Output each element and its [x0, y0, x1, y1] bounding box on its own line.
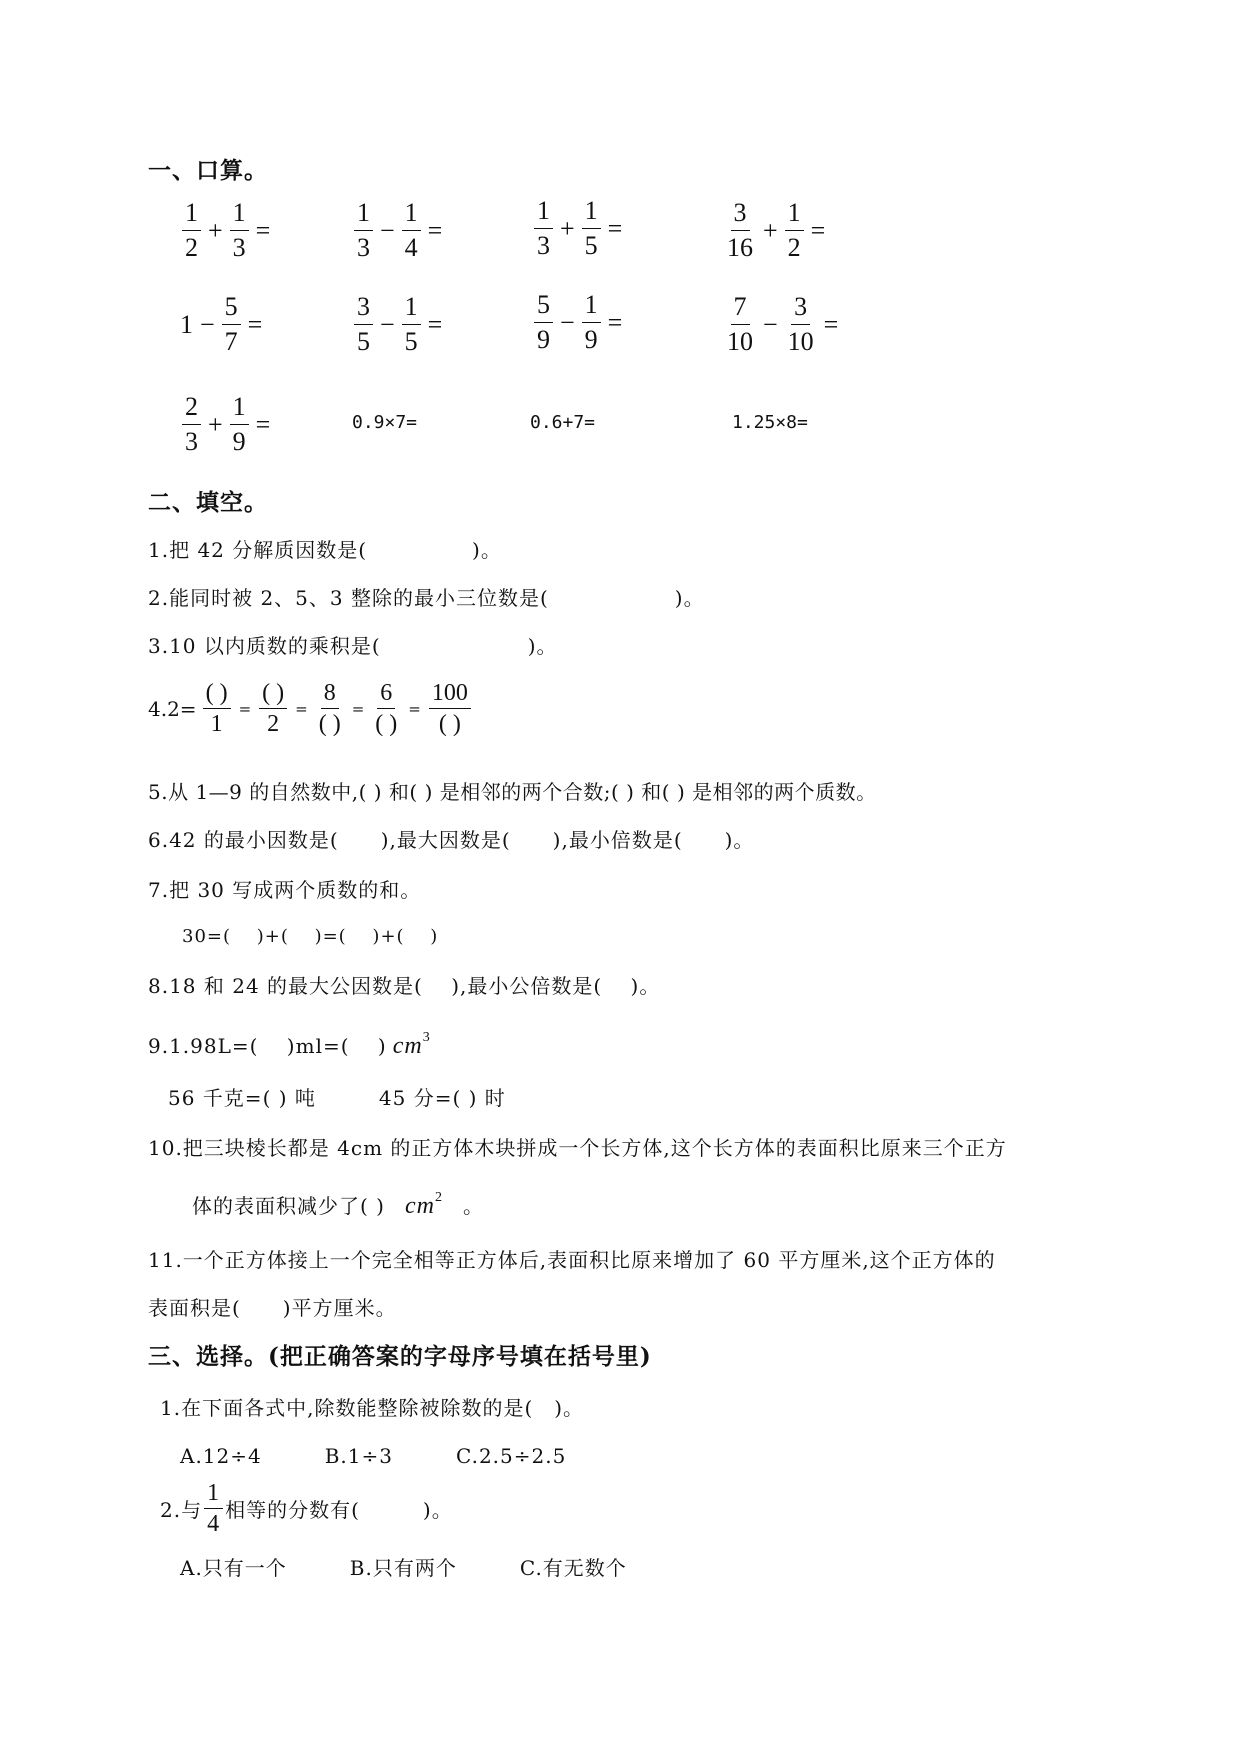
- choice-question-1-options: A.12÷4 B.1÷3 C.2.5÷2.5: [180, 1444, 567, 1468]
- fraction: $\frac{6}{( )}$: [375, 680, 398, 737]
- fill-question-3: 3.10 以内质数的乘积是( )。: [148, 634, 558, 658]
- fill-question-7: 7.把 30 写成两个质数的和。: [148, 878, 422, 902]
- oral-expr-r2-3: $\frac{5}{9}$ − $\frac{1}{9}$ =: [532, 290, 627, 355]
- fill-question-1: 1.把 42 分解质因数是( )。: [148, 538, 502, 562]
- oral-expr-r1-4: $\frac{3}{16}$ + $\frac{1}{2}$ =: [722, 198, 830, 263]
- unit-cm2: $cm^2$: [404, 1190, 443, 1219]
- fraction: $\frac{( )}{2}$: [259, 680, 287, 737]
- fill-question-11-cont: 表面积是( )平方厘米。: [148, 1296, 397, 1320]
- oral-expr-r1-1: $\frac{1}{2}$ + $\frac{1}{3}$ =: [180, 198, 275, 263]
- fill-question-10-cont: 体的表面积减少了( ) $cm^2$ 。: [192, 1190, 484, 1219]
- section-heading-choice: 三、选择。(把正确答案的字母序号填在括号里): [148, 1343, 652, 1370]
- fill-question-8: 8.18 和 24 的最大公因数是( ),最小公倍数是( )。: [148, 974, 661, 998]
- fill-question-9-conversions: 56 千克=( ) 吨 45 分=( ) 时: [168, 1086, 506, 1110]
- fraction: $\frac{1}{2}$: [182, 198, 201, 263]
- fraction: $\frac{1}{3}$: [230, 198, 249, 263]
- fill-question-4: 4.2= $\frac{( )}{1}$ = $\frac{( )}{2}$ = $\frac{8}{( )}$ = $\frac{6}{( )}$ = $\frac{100}{( )}$: [148, 680, 473, 737]
- fraction: $\frac{100}{( )}$: [429, 680, 471, 737]
- fraction: $\frac{1}{5}$: [402, 292, 421, 357]
- fraction: $\frac{3}{10}$: [787, 292, 814, 356]
- unit-cm3: $cm^3$: [392, 1030, 431, 1059]
- oral-expr-r1-2: $\frac{1}{3}$ − $\frac{1}{4}$ =: [352, 198, 447, 263]
- oral-expr-r3-1: $\frac{2}{3}$ + $\frac{1}{9}$ =: [180, 392, 275, 457]
- oral-expr-r3-4: 1.25×8=: [732, 412, 808, 433]
- fraction: $\frac{3}{16}$: [727, 198, 753, 262]
- oral-expr-r2-1: 1 − $\frac{5}{7}$ =: [180, 292, 263, 356]
- choice-question-2: 2.与 $\frac{1}{4}$ 相等的分数有( )。: [160, 1480, 453, 1537]
- oral-expr-r3-3: 0.6+7=: [530, 412, 596, 433]
- fill-question-10: 10.把三块棱长都是 4cm 的正方体木块拼成一个长方体,这个长方体的表面积比原来三个正方: [148, 1136, 1007, 1160]
- fraction: $\frac{1}{2}$: [785, 198, 804, 263]
- fraction: $\frac{1}{5}$: [582, 196, 601, 261]
- oral-expr-r1-3: $\frac{1}{3}$ + $\frac{1}{5}$ =: [532, 196, 627, 261]
- fraction: $\frac{8}{( )}$: [318, 680, 341, 737]
- fill-question-6: 6.42 的最小因数是( ),最大因数是( ),最小倍数是( )。: [148, 828, 755, 852]
- fraction: $\frac{1}{4}$: [402, 198, 421, 263]
- fill-question-7-answer: 30=( )+( )=( )+( ): [182, 926, 439, 947]
- fraction: $\frac{1}{9}$: [582, 290, 601, 355]
- fraction: $\frac{1}{9}$: [230, 392, 249, 457]
- fraction: $\frac{3}{5}$: [354, 292, 373, 357]
- fraction: $\frac{1}{3}$: [354, 198, 373, 263]
- fraction: $\frac{5}{7}$: [222, 292, 241, 357]
- fill-question-5: 5.从 1—9 的自然数中,( ) 和( ) 是相邻的两个合数;( ) 和( ) 是相邻的两个质数。: [148, 780, 877, 804]
- oral-expr-r2-2: $\frac{3}{5}$ − $\frac{1}{5}$ =: [352, 292, 447, 357]
- oral-expr-r2-4: $\frac{7}{10}$ − $\frac{3}{10}$ =: [722, 292, 843, 357]
- fill-question-2: 2.能同时被 2、5、3 整除的最小三位数是( )。: [148, 586, 705, 610]
- choice-question-1: 1.在下面各式中,除数能整除被除数的是( )。: [160, 1396, 585, 1420]
- section-heading-fill: 二、填空。: [148, 489, 268, 516]
- fraction: $\frac{( )}{1}$: [203, 680, 231, 737]
- fill-question-9: 9.1.98L=( )ml=( ) $cm^3$: [148, 1030, 431, 1059]
- fraction: $\frac{7}{10}$: [727, 292, 753, 356]
- fraction: $\frac{5}{9}$: [534, 290, 553, 355]
- fraction: $\frac{2}{3}$: [182, 392, 201, 457]
- oral-expr-r3-2: 0.9×7=: [352, 412, 418, 433]
- section-heading-oral: 一、口算。: [148, 157, 268, 184]
- fill-question-11: 11.一个正方体接上一个完全相等正方体后,表面积比原来增加了 60 平方厘米,这个正方体的: [148, 1248, 996, 1272]
- choice-question-2-options: A.只有一个 B.只有两个 C.有无数个: [180, 1556, 627, 1580]
- fraction: $\frac{1}{3}$: [534, 196, 553, 261]
- fraction: $\frac{1}{4}$: [204, 1480, 223, 1537]
